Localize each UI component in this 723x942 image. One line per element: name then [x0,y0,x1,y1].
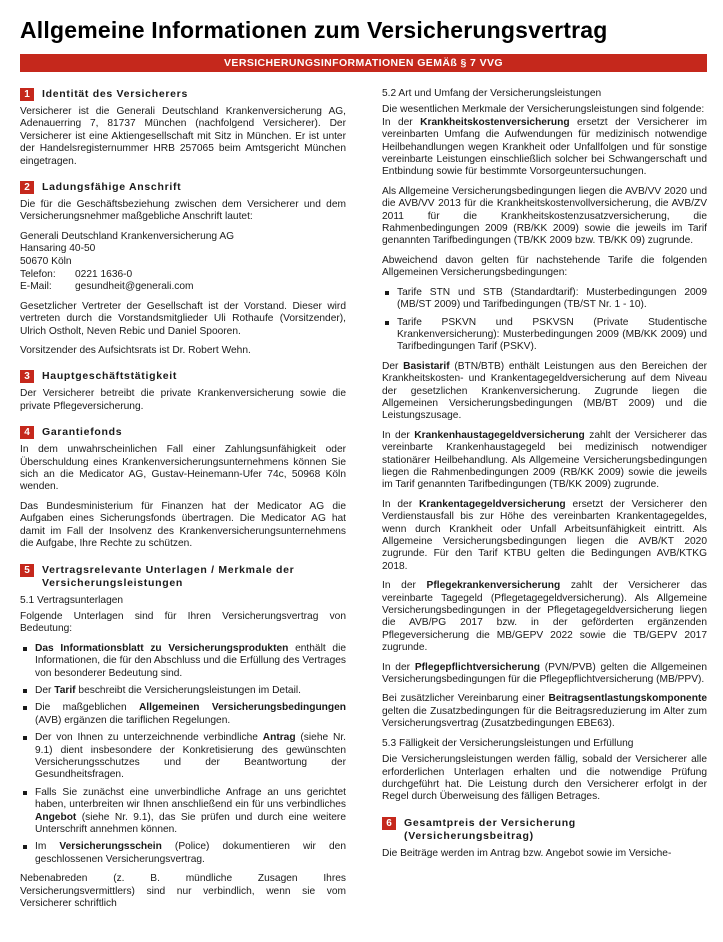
right-column [382,88,707,867]
paragraph: In der Pflegekrankenversicherung zahlt der Versicherer das vereinbarte Tagegeld (Pflegetagegeldversicherung). Als Allgemeine Versicherungsbedingungen in der Pflegetagegeldversicherung liegen die AVB/PG 2017 bzw. in der geförderten ergänzenden Pflegeversicherung die MB/GEPV 2022 sowie die TB/GEPV 2017 zugrunde. [382,580,708,654]
paragraph: Der Basistarif (BTN/BTB) enthält Leistungen aus den Bereichen der Krankheitskosten- und Krankentagegeldversicherung auf dem Niveau der gesetzlichen Krankenversicherung. Zugrunde liegen die Allgemeinen Versicherungsbedingungen (MB/BT 2009) und die Leistungszusage. [382,360,707,422]
section-title: Gesamtpreis der Versicherung (Versicherungsbeitrag) [404,816,576,842]
section-5-heading [20,564,346,590]
list-item: Die maßgeblichen Allgemeinen Versicherungsbedingungen (AVB) ergänzen die tariflichen Regelungen. [20,702,346,727]
list-item: Tarife STN und STB (Standardtarif): Musterbedingungen 2009 (MB/ST 2009) und Tarifbedingungen (TB/ST Nr. 1 - 10). [382,287,707,312]
subsection-title: 5.3 Fälligkeit der Versicherungsleistungen und Erfüllung [382,737,634,749]
paragraph: Als Allgemeine Versicherungsbedingungen liegen die AVB/VV 2020 und die AVB/VV 2013 für die Krankheitskostenvollversicherung, die AVB/ZV 2011 für die Krankheitskostenzusatzversicherung, die Rahmenbedingungen 2009 (RB/KK 2009) sowie die jeweils im Tarif genannten Tarifbedingungen (TB/KK 2009 bzw. TB/KK 09) zugrunde. [382,185,707,247]
section-title: Hauptgeschäftstätigkeit [42,370,178,383]
section-2-heading [20,181,346,194]
address-block [20,231,346,294]
section-number-badge: 6 [382,817,396,830]
paragraph: Das Bundesministerium für Finanzen hat der Medicator AG die Aufgaben eines Sicherungsfonds übertragen. Die Medicator AG hat damit im Fall der Insolvenz des Krankenversicherungsunternehmens die Aufgabe, Ihre Rechte zu schützen. [20,500,346,550]
phone-row [20,269,346,282]
paragraph: Die für die Geschäftsbeziehung zwischen dem Versicherer und dem Versicherungsnehmer maßgebliche Anschrift lautet: [20,199,346,223]
paragraph: Abweichend davon gelten für nachstehende Tarife die folgenden Allgemeinen Versicherungsbedingungen: [382,254,707,279]
section-number-badge: 4 [20,426,34,439]
address-line: Generali Deutschland Krankenversicherung AG [20,230,235,242]
section-1-heading [20,88,346,101]
paragraph: Vorsitzender des Aufsichtsrats ist Dr. Robert Wehn. [20,345,251,357]
paragraph: Die Versicherungsleistungen werden fällig, sobald der Versicherer alle erforderlichen Unterlagen erhalten und die notwendige Prüfung durchgeführt hat. Die Leistung durch den Versicherer erfolgt in der Regel durch Überweisung des fälligen Betrages. [382,754,707,803]
paragraph: Versicherer ist die Generali Deutschland Krankenversicherung AG, Adenauerring 7, 81737 München (nachfolgend Versicherer). Der Versicherer ist eine Aktiengesellschaft mit Sitz in München. Er ist unter der Handelsregisternummer HRB 257065 beim Amtsgericht München eingetragen. [20,106,346,167]
list-item: Im Versicherungsschein (Police) dokumentieren wir den geschlossenen Versicherungsvertrag. [20,841,346,866]
paragraph: Der Versicherer betreibt die private Krankenversicherung sowie die private Pflegeversicherung. [20,388,346,412]
section-banner: VERSICHERUNGSINFORMATIONEN GEMÄß § 7 VVG [20,54,707,72]
section-title: Garantiefonds [42,426,123,439]
section-6-heading [382,817,707,843]
tariff-list [382,287,707,354]
paragraph: Die wesentlichen Merkmale der Versicherungsleistungen sind folgende: [382,104,705,116]
list-item: Das Informationsblatt zu Versicherungsprodukten enthält die Informationen, die für den Abschluss und die Erfüllung des Vertrages von besonderer Bedeutung sind. [20,643,346,680]
list-item: Der von Ihnen zu unterzeichnende verbindliche Antrag (siehe Nr. 9.1) dient insbesondere der Konkretisierung des gewünschten Versicherungsschutzes und der Beantwortung der Gesundheitsfragen. [20,732,346,782]
left-column [20,88,346,917]
paragraph: Folgende Unterlagen sind für Ihren Versicherungsvertrag von Bedeutung: [20,610,346,635]
phone-value: 0221 1636-0 [75,268,133,280]
paragraph: In dem unwahrscheinlichen Fall einer Zahlungsunfähigkeit oder Überschuldung eines Krankenversicherungsunternehmens können Sie sich an die Medicator AG, Gustav-Heinemann-Ufer 74c, 50968 Köln wenden. [20,444,346,493]
section-number-badge: 2 [20,181,34,194]
paragraph: In der Krankenhaustagegeldversicherung zahlt der Versicherer das vereinbarte Krankenhaustagegeld bei medizinisch notwendiger stationärer Heilbehandlung. Als Allgemeine Versicherungsbedingungen liegen die Rahmenbedingungen 2009 (RB/KK 2009) sowie die jeweils im Tarif genannten Tarifbedingungen (TB/KK 2009) zugrunde. [382,429,707,491]
section-number-badge: 3 [20,370,34,383]
address-line: 50670 Köln [20,256,72,268]
section-3-heading [20,370,346,383]
paragraph: In der Krankentagegeldversicherung ersetzt der Versicherer den Verdienstausfall bis zur Höhe des vereinbarten Krankentagegeldes, wenn durch Krankheit oder Unfall Arbeitsunfähigkeit eintritt. Als Allgemeine Versicherungsbedingungen liegen die AVB/KT 2020 zugrunde. Für den Tarif KTBU gelten die Bedingungen AVB/KTKG 2018. [382,498,707,572]
paragraph: In der Krankheitskostenversicherung ersetzt der Versicherer im vereinbarten Umfang die Aufwendungen für medizinisch notwendige Heilbehandlungen wegen Krankheit oder Unfallfolgen und für sonstige vereinbarte Leistungen einschließlich solcher bei Schwangerschaft und Entbindung sowie für bestimmte Vorsorgeuntersuchungen. [382,116,707,178]
list-item: Der Tarif beschreibt die Versicherungsleistungen im Detail. [20,685,346,697]
paragraph: Die Beiträge werden im Antrag bzw. Angebot sowie im Versiche- [382,847,672,859]
section-title: Ladungsfähige Anschrift [42,181,182,194]
section-title: Identität des Versicherers [42,88,189,100]
page-title: Allgemeine Informationen zum Versicherungsvertrag [20,17,608,43]
address-line: Hansaring 40-50 [20,243,96,255]
paragraph: In der Pflegepflichtversicherung (PVN/PVB) gelten die Allgemeinen Versicherungsbedingungen für die Pflegepflichtversicherung (MB/PPV). [382,661,707,686]
email-link[interactable]: gesundheit@generali.com [75,281,194,293]
document-list [20,643,346,867]
paragraph: Bei zusätzlicher Vereinbarung einer Beitragsentlastungskomponente gelten die Zusatzbedingungen für die Beitragsreduzierung im Alter zum Versicherungsvertrag (Zusatzbedingungen EBE63). [382,693,707,730]
subsection-title: 5.2 Art und Umfang der Versicherungsleistungen [382,88,602,99]
section-number-badge: 1 [20,88,34,101]
section-number-badge: 5 [20,564,34,577]
paragraph: Gesetzlicher Vertreter der Gesellschaft ist der Vorstand. Dieser wird vertreten durch die Vorstandsmitglieder Uli Rothaufe (Vorsitzender), Ulrich Ostholt, Neven Rebic und Daniel Spooren. [20,300,346,337]
section-4-heading [20,426,346,439]
email-label: E-Mail: [20,281,52,293]
subsection-title: 5.1 Vertragsunterlagen [20,594,124,606]
phone-label: Telefon: [20,268,56,280]
list-item: Falls Sie zunächst eine unverbindliche Anfrage an uns gerichtet haben, unterbreiten wir Ihnen anschließend ein für uns verbindliches Angebot (siehe Nr. 9.1), das Sie prüfen und durch eine weitere Unterschrift annehmen können. [20,787,346,837]
paragraph: Nebenabreden (z. B. mündliche Zusagen Ihres Versicherungsvermittlers) sind nur verbindlich, wenn sie vom Versicherer schriftlich [20,873,346,910]
section-title: Vertragsrelevante Unterlagen / Merkmale der Versicherungsleistungen [42,563,295,589]
email-row [20,281,346,294]
list-item: Tarife PSKVN und PSKVSN (Private Studentische Krankenversicherung): Musterbedingungen 2009 (MB/KK 2009) und Tarifbedingungen Tarif (PSKV). [382,317,707,354]
